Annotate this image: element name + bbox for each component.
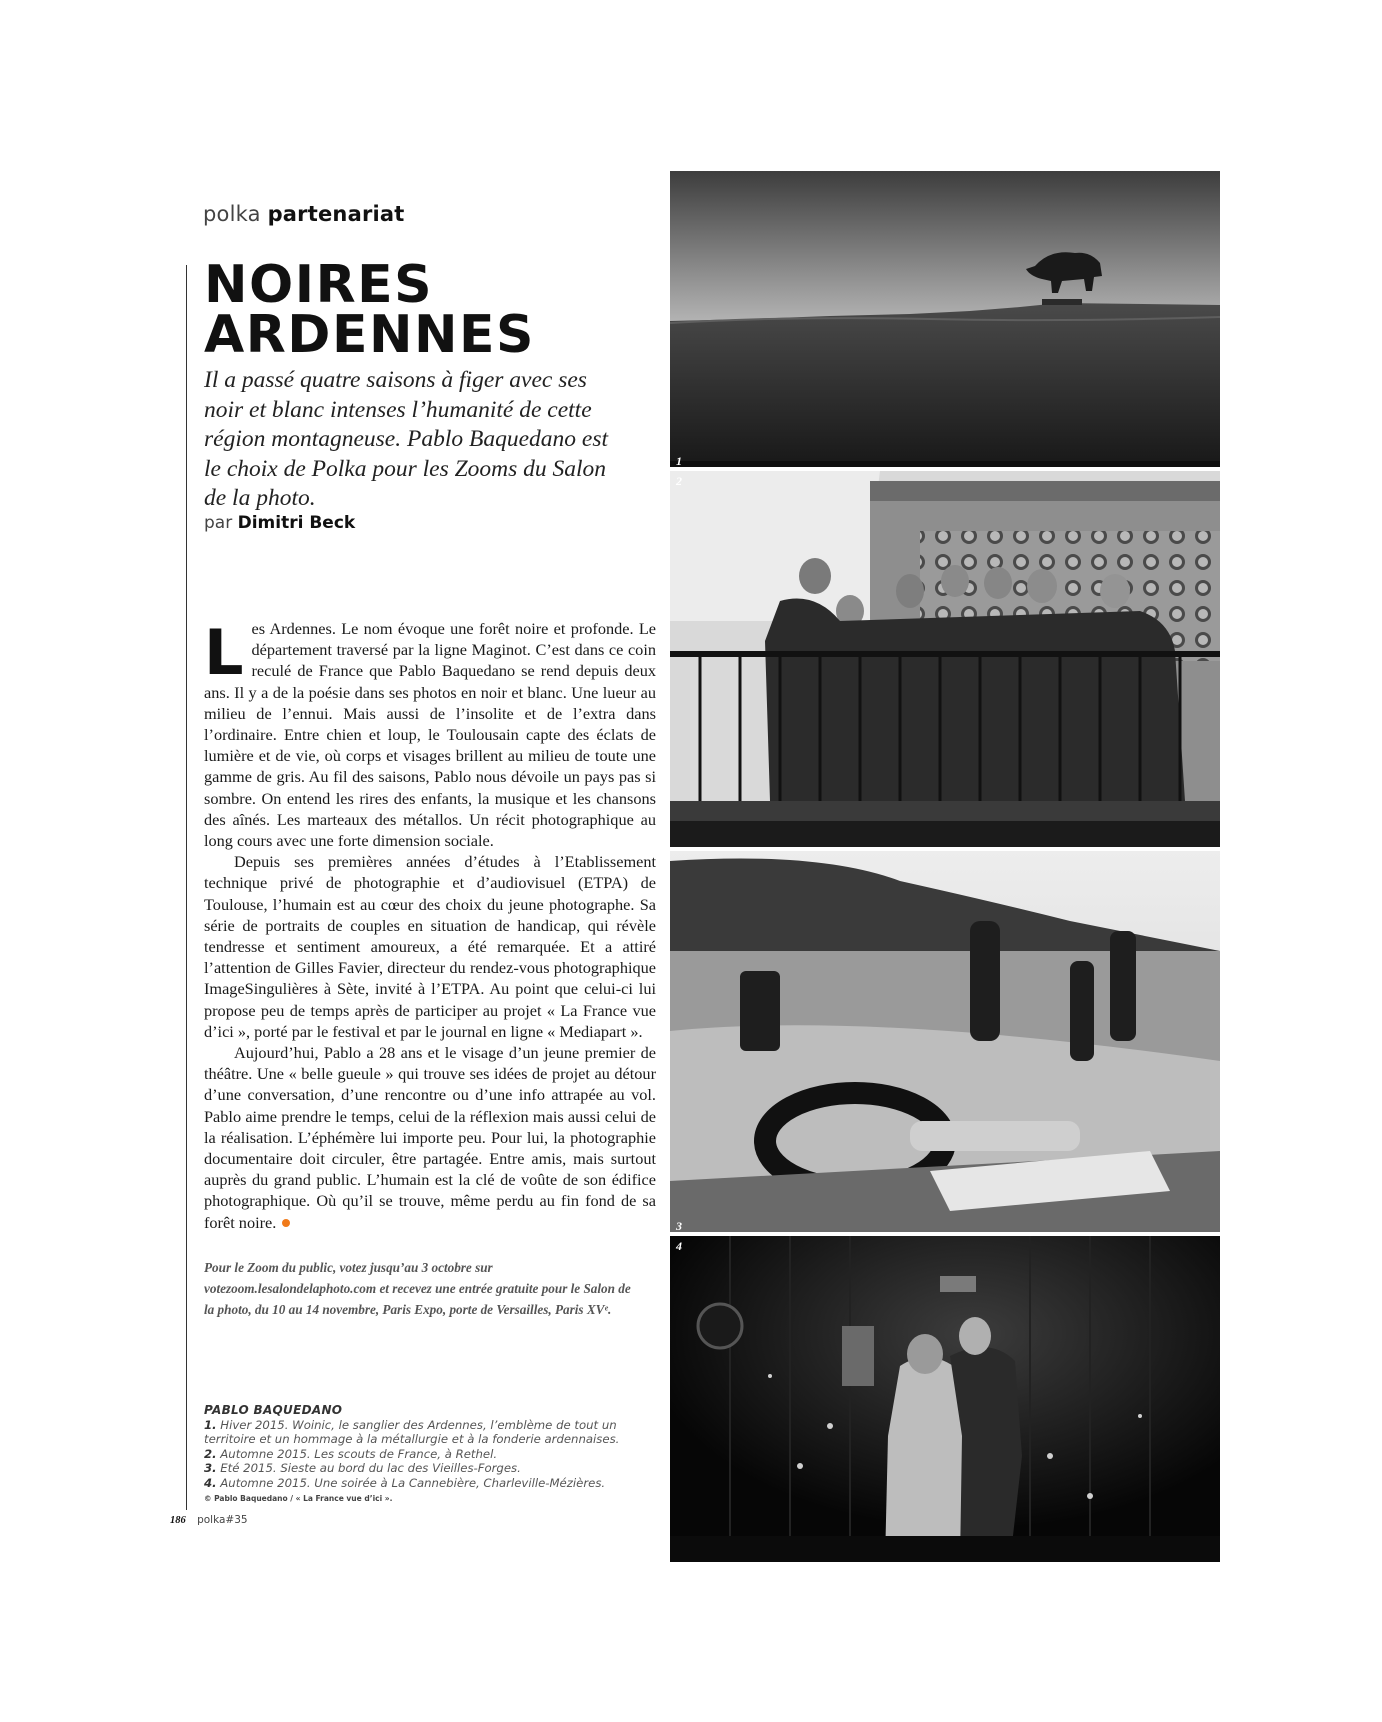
paragraph-2: Depuis ses premières années d’études à l’Etablissement technique privé de photographie et d’audiovisuel (ETPA) de Toulouse, l’humain est au cœur des choix du jeune photographe. Sa série de portraits de couples en situation de handicap, qui révèle tendresse et sentiment amoureux, a été remarquée. Et a attiré l’attention de Gilles Favier, directeur du rendez-vous photographique ImageSingulières à Sète, invité à l’ETPA. Au point que celui-ci lui propose peu de temps après de participer au projet « La France vue d’ici », porté par le festival et par le journal en ligne « Mediapart ». bbox=[204, 852, 656, 1041]
standfirst: Il a passé quatre saisons à figer avec ses noir et blanc intenses l’humanité de cette région montagneuse. Pablo Baquedano est le choix de Polka pour les Zooms du Salon de la photo. bbox=[204, 367, 609, 511]
caption-photographer: PABLO BAQUEDANO bbox=[204, 1403, 343, 1417]
folio bbox=[170, 1514, 248, 1526]
paragraph-1 bbox=[204, 618, 656, 851]
photo-dancing-couple bbox=[670, 1236, 1220, 1562]
voting-note: Pour le Zoom du public, votez jusqu’au 3 octobre sur votezoom.lesalondelaphoto.com et recevez une entrée gratuite pour le Salon de la photo, du 10 au 14 novembre, Paris Expo, porte de Versailles, Paris XVᵉ. bbox=[204, 1260, 631, 1317]
paragraph-1-text: es Ardennes. Le nom évoque une forêt noire et profonde. Le département traversé par la ligne Maginot. C’est dans ce coin reculé de France que Pablo Baquedano se rend depuis deux ans. Il y a de la poésie dans ses photos en noir et blanc. Une lueur au milieu de l’ennui. Mais aussi de l’insolite et de l’extra dans l’ordinaire. Entre chien et loup, le Toulousain capte des éclats de lumière et de vie, où corps et visages brillent au milieu de toute une gamme de gris. Au fil des saisons, Pablo nous dévoile un pays pas si sombre. On entend les rires des enfants, la musique et les chansons des aînés. Les marteaux des métallos. Un récit photographique au long cours avec une forte dimension sociale. bbox=[204, 619, 656, 851]
rubric-brand: polka bbox=[203, 202, 261, 226]
photo-number-3: 3 bbox=[676, 1219, 682, 1233]
photo-scouts bbox=[670, 471, 1220, 847]
caption-item: 4. Automne 2015. Une soirée à La Cannebière, Charleville-Mézières. bbox=[204, 1475, 606, 1490]
section-rubric bbox=[203, 202, 405, 226]
photo-captions bbox=[204, 1403, 664, 1506]
caption-item: 3. Eté 2015. Sieste au bord du lac des Vieilles-Forges. bbox=[204, 1461, 521, 1476]
title-line-1: NOIRES bbox=[204, 255, 434, 315]
photo-credit: © Pablo Baquedano / « La France vue d’ici ». bbox=[204, 1493, 393, 1503]
photo-lake-beach bbox=[670, 851, 1220, 1232]
byline-prefix: par bbox=[204, 513, 233, 533]
byline bbox=[204, 513, 355, 533]
photo-boar-statue bbox=[670, 171, 1220, 467]
title-line-2: ARDENNES bbox=[204, 305, 535, 365]
drop-cap: L bbox=[204, 616, 244, 689]
vertical-rule bbox=[186, 265, 187, 1510]
article-body bbox=[204, 618, 656, 1233]
author-name: Dimitri Beck bbox=[237, 513, 356, 533]
paragraph-3-text: Aujourd’hui, Pablo a 28 ans et le visage d’un jeune premier de théâtre. Une « belle gueule » qui trouve ses idées de projet au détour d’une conversation, d’une rencontre ou d’une info attrapée au vol. Pablo aime prendre le temps, celui de la réflexion mais aussi celui de la réalisation. L’éphémère lui importe peu. Pour lui, la photographie documentaire doit circuler, être partagée. Entre amis, mais surtout auprès du grand public. L’humain est la clé de voûte de son édifice photographique. Où qu’il se trouve, même perdu au fin fond de sa forêt noire. bbox=[204, 1043, 656, 1232]
photo-number-4: 4 bbox=[676, 1239, 682, 1253]
caption-item: 1. Hiver 2015. Woinic, le sanglier des Ardennes, l’emblème de tout un territoire et un hommage à la métallurgie et à la fonderie ardennaises. bbox=[204, 1417, 620, 1447]
article-title bbox=[204, 255, 535, 365]
photo-number-2: 2 bbox=[676, 474, 682, 488]
rubric-section: partenariat bbox=[267, 202, 405, 226]
end-bullet-icon bbox=[282, 1219, 290, 1227]
photo-number-1: 1 bbox=[676, 454, 682, 468]
paragraph-3 bbox=[204, 1042, 656, 1233]
page-number: 186 bbox=[170, 1515, 186, 1526]
caption-item: 2. Automne 2015. Les scouts de France, à Rethel. bbox=[204, 1446, 498, 1461]
issue-label: polka#35 bbox=[197, 1514, 248, 1526]
